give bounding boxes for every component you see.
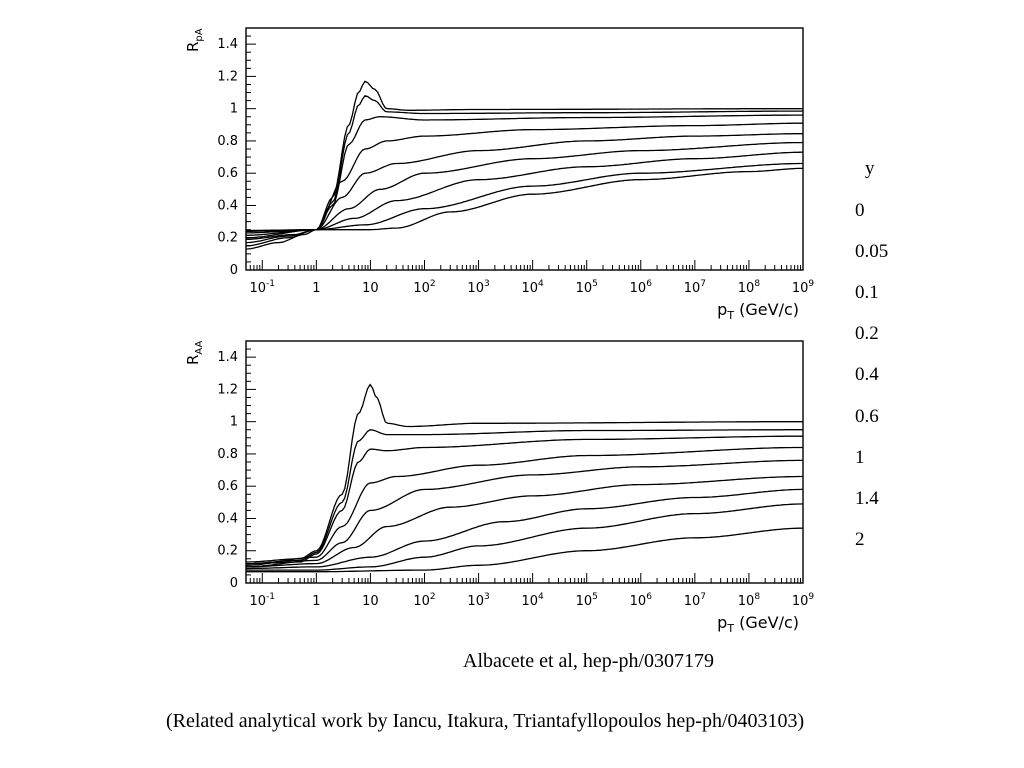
y-axis-title: $R_{AA}$ [184, 340, 205, 365]
x-tick-label: $10^{-1}$ [249, 279, 276, 296]
y-tick-label: 1.4 [217, 37, 238, 53]
legend-item: 0.2 [855, 323, 879, 344]
curve-y-1 [246, 489, 803, 568]
panel-rpa [184, 28, 814, 322]
y-tick-label: 1 [229, 414, 238, 430]
y-tick-label: 0.2 [217, 230, 238, 246]
x-tick-label: 10 [362, 594, 379, 609]
curve-y-0.1 [246, 436, 803, 563]
x-tick-label: $10^7$ [683, 592, 706, 609]
legend-title: y [865, 158, 875, 179]
x-tick-label: $10^3$ [467, 279, 490, 296]
x-tick-label: $10^8$ [737, 592, 761, 609]
legend-item: 0.05 [855, 241, 889, 262]
legend-item: 1.4 [855, 488, 879, 509]
curve-y-0.6 [246, 143, 803, 236]
related-work-note: (Related analytical work by Iancu, Itakura, Triantafyllopoulos hep-ph/0403103) [166, 710, 805, 732]
x-tick-label: $10^5$ [575, 279, 598, 296]
x-axis-title: $p_T$ (GeV/c) [717, 613, 799, 635]
y-tick-label: 1.4 [217, 350, 238, 366]
x-tick-label: 1 [312, 594, 321, 609]
curve-y-0 [246, 81, 803, 249]
y-tick-label: 1.2 [217, 382, 238, 398]
y-tick-label: 0 [229, 576, 238, 591]
legend-item: 0 [855, 200, 865, 221]
y-tick-label: 0.8 [217, 446, 238, 462]
y-axis-title: $R_{pA}$ [184, 28, 205, 52]
plot-frame [246, 28, 803, 270]
legend-item: 0.1 [855, 282, 879, 303]
x-tick-label: $10^2$ [413, 592, 436, 609]
y-tick-label: 0.2 [217, 543, 238, 559]
y-tick-label: 0.6 [217, 479, 238, 495]
curve-y-2 [246, 168, 803, 230]
legend-item: 1 [855, 447, 865, 468]
x-tick-label: $10^7$ [683, 279, 706, 296]
legend-item: 0.4 [855, 364, 879, 385]
curve-y-0.2 [246, 448, 803, 566]
y-tick-label: 1.2 [217, 69, 238, 85]
x-tick-label: $10^4$ [521, 279, 544, 296]
y-tick-label: 0.4 [217, 198, 238, 214]
x-tick-label: 10 [362, 281, 379, 296]
x-tick-label: $10^{-1}$ [249, 592, 276, 609]
x-tick-label: $10^4$ [521, 592, 544, 609]
curve-y-0 [246, 385, 803, 562]
x-tick-label: $10^3$ [467, 592, 490, 609]
x-tick-label: $10^9$ [791, 279, 815, 296]
y-tick-label: 1 [229, 101, 238, 117]
x-tick-label: $10^5$ [575, 592, 598, 609]
curve-y-0.1 [246, 115, 803, 243]
x-tick-label: $10^6$ [629, 279, 652, 296]
curve-y-0.4 [246, 460, 803, 567]
x-tick-label: $10^8$ [737, 279, 761, 296]
citation: Albacete et al, hep-ph/0307179 [463, 650, 715, 672]
x-tick-label: $10^6$ [629, 592, 652, 609]
curve-y-1 [246, 152, 803, 233]
x-tick-label: $10^9$ [791, 592, 815, 609]
x-axis-title: $p_T$ (GeV/c) [717, 300, 799, 322]
legend-item: 2 [855, 529, 865, 550]
x-tick-label: 1 [312, 281, 321, 296]
y-tick-label: 0 [229, 263, 238, 278]
legend-item: 0.6 [855, 406, 879, 427]
y-tick-label: 0.6 [217, 166, 238, 182]
y-tick-label: 0.4 [217, 511, 238, 527]
x-tick-label: $10^2$ [413, 279, 436, 296]
y-tick-label: 0.8 [217, 133, 238, 149]
panel-raa [184, 340, 814, 635]
